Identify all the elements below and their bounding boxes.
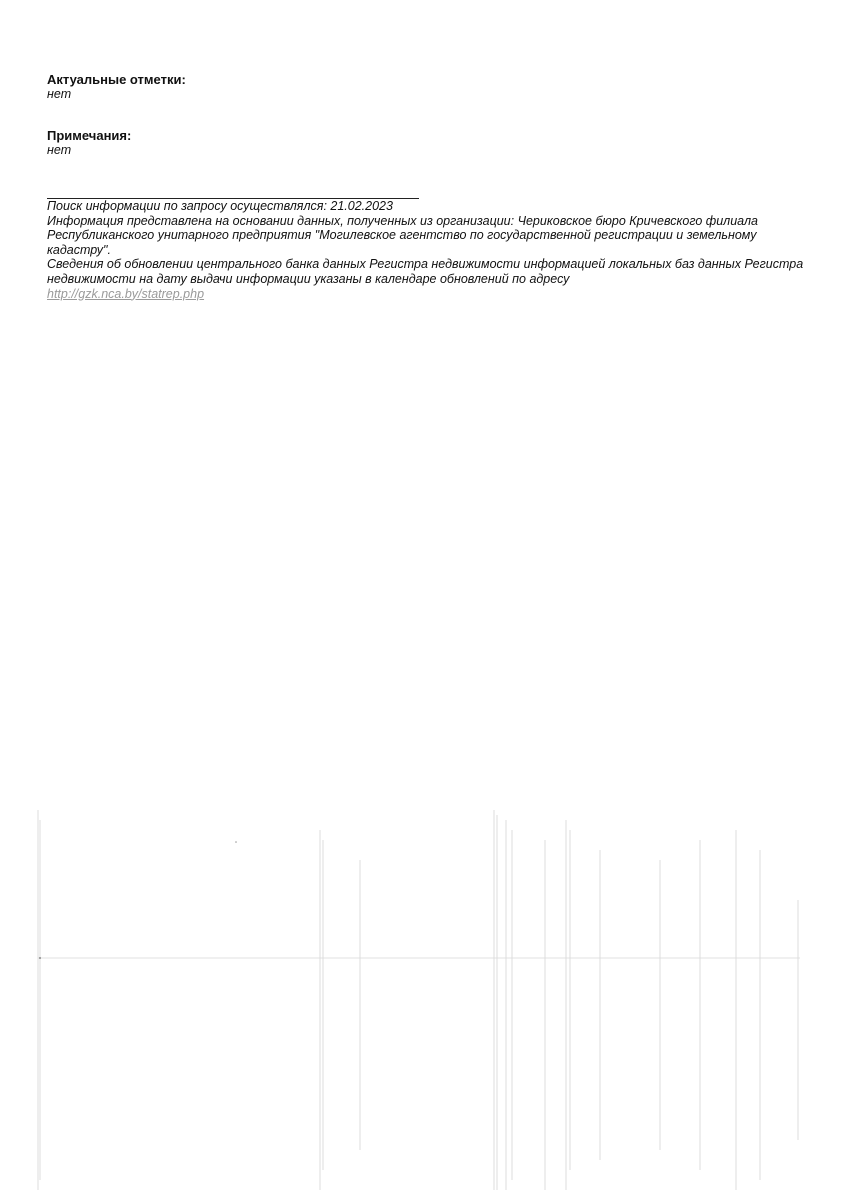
notes-label: Примечания:	[47, 128, 132, 143]
current-marks-section	[47, 72, 807, 102]
statrep-link[interactable]: http://gzk.nca.by/statrep.php	[47, 286, 205, 301]
update-info-text: Сведения об обновлении центрального банка данных Регистра недвижимости информацией локальных баз данных Регистра недвижимости на дату выдачи информации указаны в календаре обновлений по адресу	[47, 257, 804, 286]
notes-section	[47, 128, 807, 158]
source-organization-text: Информация представлена на основании данных, полученных из организации: Чериковское бюро Кричевского филиала Республиканского унитарного предприятия "Могилевское агентство по государственной регистрации и земельному кадастру".	[47, 213, 758, 257]
notes-value: нет	[47, 143, 72, 157]
current-marks-label: Актуальные отметки:	[47, 72, 186, 87]
search-date-text: Поиск информации по запросу осуществлялся: 21.02.2023	[47, 199, 393, 213]
footer-info	[47, 199, 817, 301]
current-marks-value: нет	[47, 87, 72, 101]
